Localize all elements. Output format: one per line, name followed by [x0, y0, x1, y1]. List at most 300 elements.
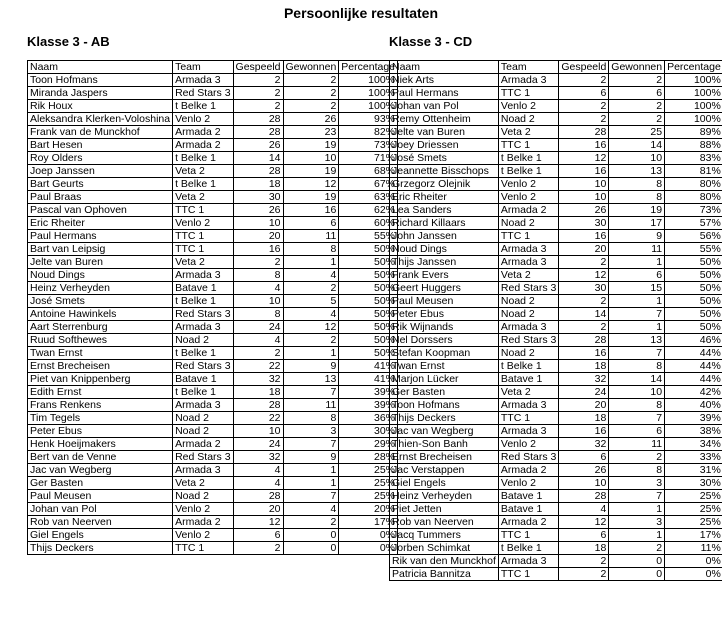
cell-gespeeld: 8	[233, 269, 283, 282]
cell-percentage: 83%	[665, 152, 722, 165]
cell-percentage: 55%	[339, 230, 398, 243]
cell-gewonnen: 1	[609, 321, 665, 334]
table-row	[28, 542, 398, 555]
cell-name: Heinz Verheyden	[390, 490, 499, 503]
column-header-name: Naam	[390, 61, 499, 74]
cell-name: Noud Dings	[390, 243, 499, 256]
cell-name: Noud Dings	[28, 269, 173, 282]
cell-gewonnen: 19	[283, 165, 339, 178]
cell-percentage: 50%	[665, 321, 722, 334]
cell-gespeeld: 20	[233, 503, 283, 516]
cell-percentage: 71%	[339, 152, 398, 165]
cell-gewonnen: 26	[283, 113, 339, 126]
cell-gespeeld: 26	[559, 464, 609, 477]
cell-name: Aleksandra Klerken-Voloshina	[28, 113, 173, 126]
cell-percentage: 33%	[665, 451, 722, 464]
cell-gewonnen: 2	[283, 282, 339, 295]
cell-gewonnen: 17	[609, 217, 665, 230]
cell-gespeeld: 14	[559, 308, 609, 321]
cell-name: Paul Hermans	[390, 87, 499, 100]
cell-team: Armada 3	[173, 74, 233, 87]
table-row	[28, 100, 398, 113]
cell-team: Veta 2	[173, 165, 233, 178]
cell-name: Patricia Bannitza	[390, 568, 499, 581]
cell-percentage: 82%	[339, 126, 398, 139]
cell-team: Batave 1	[173, 282, 233, 295]
cell-team: Veta 2	[173, 477, 233, 490]
cell-name: Antoine Hawinkels	[28, 308, 173, 321]
cell-gespeeld: 28	[233, 113, 283, 126]
cell-gespeeld: 10	[559, 191, 609, 204]
cell-gespeeld: 6	[233, 529, 283, 542]
table-row	[390, 451, 722, 464]
cell-gespeeld: 24	[233, 321, 283, 334]
cell-name: Giel Engels	[390, 477, 499, 490]
table-row	[390, 542, 722, 555]
cell-percentage: 100%	[339, 100, 398, 113]
cell-team: Armada 2	[173, 438, 233, 451]
cell-gespeeld: 2	[233, 347, 283, 360]
page-title: Persoonlijke resultaten	[283, 5, 439, 21]
cell-gewonnen: 1	[609, 529, 665, 542]
cell-percentage: 44%	[665, 373, 722, 386]
cell-percentage: 68%	[339, 165, 398, 178]
cell-gespeeld: 18	[559, 360, 609, 373]
cell-name: Piet van Knippenberg	[28, 373, 173, 386]
cell-name: José Smets	[28, 295, 173, 308]
cell-percentage: 39%	[339, 386, 398, 399]
cell-gewonnen: 7	[609, 490, 665, 503]
cell-percentage: 100%	[665, 113, 722, 126]
cell-gespeeld: 12	[559, 269, 609, 282]
cell-name: Ernst Brecheisen	[390, 451, 499, 464]
table-row	[390, 360, 722, 373]
cell-gewonnen: 2	[283, 334, 339, 347]
cell-percentage: 50%	[339, 308, 398, 321]
cell-gespeeld: 20	[233, 230, 283, 243]
cell-gewonnen: 8	[609, 178, 665, 191]
cell-name: Geert Huggers	[390, 282, 499, 295]
table-row	[390, 321, 722, 334]
cell-gespeeld: 2	[559, 555, 609, 568]
table-header-row	[390, 61, 722, 74]
table-row	[28, 490, 398, 503]
table-row	[390, 87, 722, 100]
cell-gespeeld: 24	[233, 438, 283, 451]
table-row	[390, 152, 722, 165]
cell-team: Armada 3	[498, 74, 558, 87]
cell-percentage: 25%	[339, 477, 398, 490]
table-row	[390, 217, 722, 230]
table-row	[28, 139, 398, 152]
cell-team: Red Stars 3	[173, 308, 233, 321]
cell-gewonnen: 2	[283, 87, 339, 100]
cell-gespeeld: 28	[559, 334, 609, 347]
cell-name: Heinz Verheyden	[28, 282, 173, 295]
cell-team: Batave 1	[173, 373, 233, 386]
table-row	[390, 269, 722, 282]
cell-percentage: 89%	[665, 126, 722, 139]
cell-gespeeld: 28	[233, 399, 283, 412]
table-row	[28, 113, 398, 126]
cell-gewonnen: 10	[609, 386, 665, 399]
cell-name: Nel Dorssers	[390, 334, 499, 347]
table-row	[390, 334, 722, 347]
cell-gewonnen: 8	[609, 464, 665, 477]
cell-gewonnen: 15	[609, 282, 665, 295]
table-row	[390, 373, 722, 386]
cell-gewonnen: 6	[283, 217, 339, 230]
cell-name: Ernst Brecheisen	[28, 360, 173, 373]
cell-gespeeld: 2	[233, 87, 283, 100]
table-row	[390, 191, 722, 204]
cell-gespeeld: 6	[559, 529, 609, 542]
cell-percentage: 29%	[339, 438, 398, 451]
cell-name: Rob van Neerven	[390, 516, 499, 529]
table-row	[390, 139, 722, 152]
cell-percentage: 30%	[665, 477, 722, 490]
cell-gespeeld: 16	[559, 230, 609, 243]
results-table-klasse-3-ab	[27, 60, 398, 555]
cell-gewonnen: 6	[609, 425, 665, 438]
cell-gewonnen: 8	[609, 191, 665, 204]
cell-gewonnen: 2	[609, 113, 665, 126]
cell-gewonnen: 6	[609, 87, 665, 100]
cell-name: Rik van den Munckhof	[390, 555, 499, 568]
cell-name: Bert van de Venne	[28, 451, 173, 464]
table-row	[390, 282, 722, 295]
section-title-klasse-3-ab: Klasse 3 - AB	[27, 34, 110, 49]
table-row	[28, 464, 398, 477]
cell-gewonnen: 7	[609, 308, 665, 321]
cell-percentage: 17%	[665, 529, 722, 542]
cell-team: Armada 2	[173, 126, 233, 139]
cell-gewonnen: 10	[283, 152, 339, 165]
cell-team: Armada 3	[498, 256, 558, 269]
cell-gespeeld: 20	[559, 399, 609, 412]
cell-team: TTC 1	[498, 568, 558, 581]
cell-percentage: 100%	[665, 87, 722, 100]
cell-name: Jac van Wegberg	[390, 425, 499, 438]
cell-gespeeld: 2	[233, 100, 283, 113]
cell-gewonnen: 8	[283, 412, 339, 425]
table-row	[28, 191, 398, 204]
cell-gewonnen: 1	[609, 295, 665, 308]
cell-gespeeld: 10	[233, 425, 283, 438]
cell-percentage: 36%	[339, 412, 398, 425]
column-header-percentage: Percentage	[665, 61, 722, 74]
cell-gewonnen: 0	[609, 568, 665, 581]
cell-team: Veta 2	[173, 256, 233, 269]
cell-gewonnen: 23	[283, 126, 339, 139]
table-row	[28, 295, 398, 308]
table-row	[390, 165, 722, 178]
cell-team: Noad 2	[173, 425, 233, 438]
cell-percentage: 81%	[665, 165, 722, 178]
table-row	[390, 256, 722, 269]
column-header-gewonnen: Gewonnen	[609, 61, 665, 74]
cell-name: Jorben Schimkat	[390, 542, 499, 555]
cell-gewonnen: 12	[283, 178, 339, 191]
cell-percentage: 50%	[339, 334, 398, 347]
cell-gewonnen: 0	[609, 555, 665, 568]
cell-name: Roy Olders	[28, 152, 173, 165]
table-row	[390, 204, 722, 217]
cell-gespeeld: 28	[233, 490, 283, 503]
table-row	[390, 113, 722, 126]
cell-gespeeld: 4	[233, 464, 283, 477]
cell-name: Thien-Son Banh	[390, 438, 499, 451]
cell-gewonnen: 3	[609, 477, 665, 490]
cell-name: Jeannette Bisschops	[390, 165, 499, 178]
table-row	[390, 230, 722, 243]
cell-gewonnen: 7	[283, 438, 339, 451]
cell-percentage: 42%	[665, 386, 722, 399]
column-header-gespeeld: Gespeeld	[559, 61, 609, 74]
cell-team: Armada 2	[173, 516, 233, 529]
cell-gewonnen: 14	[609, 373, 665, 386]
cell-gewonnen: 8	[609, 399, 665, 412]
cell-team: Armada 3	[173, 464, 233, 477]
table-row	[28, 412, 398, 425]
cell-name: Toon Hofmans	[28, 74, 173, 87]
cell-gespeeld: 26	[233, 204, 283, 217]
cell-gewonnen: 11	[609, 243, 665, 256]
table-row	[390, 399, 722, 412]
cell-team: Armada 2	[498, 204, 558, 217]
cell-team: Red Stars 3	[173, 87, 233, 100]
table-row	[28, 386, 398, 399]
cell-percentage: 31%	[665, 464, 722, 477]
cell-team: Batave 1	[498, 490, 558, 503]
cell-name: Marjon Lücker	[390, 373, 499, 386]
cell-percentage: 55%	[665, 243, 722, 256]
cell-name: Paul Hermans	[28, 230, 173, 243]
cell-name: Jac Verstappen	[390, 464, 499, 477]
cell-team: Armada 2	[173, 139, 233, 152]
cell-percentage: 40%	[665, 399, 722, 412]
cell-name: Johan van Pol	[390, 100, 499, 113]
cell-percentage: 50%	[665, 308, 722, 321]
cell-team: Batave 1	[498, 503, 558, 516]
cell-gewonnen: 19	[283, 191, 339, 204]
cell-name: Rob van Neerven	[28, 516, 173, 529]
cell-name: Rik Wijnands	[390, 321, 499, 334]
cell-name: Henk Hoeijmakers	[28, 438, 173, 451]
table-row	[28, 165, 398, 178]
cell-percentage: 25%	[665, 503, 722, 516]
cell-team: Armada 3	[498, 555, 558, 568]
table-row	[28, 503, 398, 516]
table-row	[390, 529, 722, 542]
cell-name: Jelte van Buren	[390, 126, 499, 139]
cell-name: Ger Basten	[390, 386, 499, 399]
table-row	[28, 230, 398, 243]
cell-gespeeld: 32	[233, 373, 283, 386]
cell-name: Ruud Softhewes	[28, 334, 173, 347]
cell-gewonnen: 8	[283, 243, 339, 256]
cell-team: Armada 2	[498, 516, 558, 529]
table-row	[28, 204, 398, 217]
cell-percentage: 50%	[339, 347, 398, 360]
table-header-row	[28, 61, 398, 74]
cell-name: José Smets	[390, 152, 499, 165]
table-row	[28, 321, 398, 334]
table-row	[28, 360, 398, 373]
cell-gespeeld: 28	[559, 126, 609, 139]
cell-gespeeld: 28	[559, 490, 609, 503]
cell-gewonnen: 11	[283, 399, 339, 412]
cell-gespeeld: 32	[233, 451, 283, 464]
table-row	[28, 451, 398, 464]
cell-team: t Belke 1	[173, 295, 233, 308]
cell-gewonnen: 13	[609, 334, 665, 347]
cell-name: Aart Sterrenburg	[28, 321, 173, 334]
cell-team: Noad 2	[498, 113, 558, 126]
cell-gewonnen: 4	[283, 269, 339, 282]
cell-team: Noad 2	[498, 347, 558, 360]
cell-percentage: 0%	[665, 555, 722, 568]
cell-percentage: 50%	[339, 282, 398, 295]
table-row	[390, 74, 722, 87]
cell-team: Venlo 2	[173, 217, 233, 230]
cell-gespeeld: 10	[233, 295, 283, 308]
cell-percentage: 73%	[665, 204, 722, 217]
table-row	[28, 282, 398, 295]
cell-gewonnen: 14	[609, 139, 665, 152]
cell-name: Miranda Jaspers	[28, 87, 173, 100]
cell-percentage: 63%	[339, 191, 398, 204]
cell-gespeeld: 32	[559, 438, 609, 451]
cell-percentage: 39%	[339, 399, 398, 412]
cell-name: Jacq Tummers	[390, 529, 499, 542]
table-row	[390, 438, 722, 451]
cell-gespeeld: 2	[233, 256, 283, 269]
cell-team: Venlo 2	[498, 438, 558, 451]
table-row	[390, 464, 722, 477]
cell-percentage: 34%	[665, 438, 722, 451]
cell-percentage: 50%	[339, 243, 398, 256]
cell-name: Eric Rheiter	[390, 191, 499, 204]
cell-team: Red Stars 3	[498, 282, 558, 295]
cell-percentage: 93%	[339, 113, 398, 126]
cell-name: Richard Killaars	[390, 217, 499, 230]
cell-percentage: 80%	[665, 178, 722, 191]
table-row	[390, 568, 722, 581]
table-row	[390, 516, 722, 529]
cell-gespeeld: 2	[559, 74, 609, 87]
cell-name: Thijs Deckers	[28, 542, 173, 555]
column-header-name: Naam	[28, 61, 173, 74]
cell-team: TTC 1	[173, 542, 233, 555]
cell-percentage: 0%	[339, 529, 398, 542]
cell-team: Noad 2	[173, 334, 233, 347]
cell-gewonnen: 7	[609, 412, 665, 425]
cell-gespeeld: 18	[559, 542, 609, 555]
cell-name: Toon Hofmans	[390, 399, 499, 412]
cell-percentage: 11%	[665, 542, 722, 555]
cell-percentage: 100%	[339, 74, 398, 87]
cell-name: Tim Tegels	[28, 412, 173, 425]
cell-gewonnen: 4	[283, 503, 339, 516]
cell-percentage: 100%	[665, 100, 722, 113]
cell-gewonnen: 11	[609, 438, 665, 451]
cell-gespeeld: 10	[233, 217, 283, 230]
cell-name: Jelte van Buren	[28, 256, 173, 269]
cell-team: Veta 2	[498, 386, 558, 399]
cell-team: Noad 2	[498, 295, 558, 308]
cell-gespeeld: 12	[233, 516, 283, 529]
cell-gewonnen: 2	[609, 100, 665, 113]
cell-percentage: 50%	[665, 282, 722, 295]
cell-gewonnen: 11	[283, 230, 339, 243]
table-row	[390, 126, 722, 139]
cell-name: Edith Ernst	[28, 386, 173, 399]
cell-gespeeld: 16	[559, 347, 609, 360]
cell-percentage: 67%	[339, 178, 398, 191]
cell-team: Armada 3	[498, 399, 558, 412]
cell-team: Venlo 2	[173, 503, 233, 516]
cell-gespeeld: 22	[233, 412, 283, 425]
cell-team: Batave 1	[498, 373, 558, 386]
table-row	[390, 100, 722, 113]
cell-team: Armada 3	[498, 425, 558, 438]
column-header-percentage: Percentage	[339, 61, 398, 74]
table-row	[390, 243, 722, 256]
cell-percentage: 60%	[339, 217, 398, 230]
cell-gespeeld: 12	[559, 152, 609, 165]
cell-team: t Belke 1	[498, 360, 558, 373]
cell-team: Venlo 2	[498, 178, 558, 191]
cell-name: Bart Geurts	[28, 178, 173, 191]
cell-team: Red Stars 3	[173, 360, 233, 373]
cell-team: TTC 1	[173, 230, 233, 243]
table-row	[28, 217, 398, 230]
cell-percentage: 0%	[339, 542, 398, 555]
cell-percentage: 88%	[665, 139, 722, 152]
column-header-team: Team	[173, 61, 233, 74]
cell-gespeeld: 4	[559, 503, 609, 516]
cell-gespeeld: 4	[233, 477, 283, 490]
cell-name: Pascal van Ophoven	[28, 204, 173, 217]
cell-gewonnen: 10	[609, 152, 665, 165]
cell-name: Johan van Pol	[28, 503, 173, 516]
table-row	[28, 87, 398, 100]
table-row	[28, 126, 398, 139]
column-header-gespeeld: Gespeeld	[233, 61, 283, 74]
cell-name: Frans Renkens	[28, 399, 173, 412]
results-table-klasse-3-cd	[389, 60, 722, 581]
section-title-klasse-3-cd: Klasse 3 - CD	[389, 34, 473, 49]
cell-percentage: 57%	[665, 217, 722, 230]
cell-percentage: 46%	[665, 334, 722, 347]
cell-team: TTC 1	[498, 139, 558, 152]
cell-gewonnen: 3	[609, 516, 665, 529]
cell-team: Venlo 2	[498, 191, 558, 204]
cell-gespeeld: 2	[233, 542, 283, 555]
cell-percentage: 20%	[339, 503, 398, 516]
cell-gewonnen: 0	[283, 529, 339, 542]
cell-gewonnen: 7	[283, 386, 339, 399]
cell-percentage: 73%	[339, 139, 398, 152]
cell-team: Veta 2	[498, 269, 558, 282]
cell-name: Stefan Koopman	[390, 347, 499, 360]
cell-gewonnen: 12	[283, 321, 339, 334]
cell-team: TTC 1	[498, 412, 558, 425]
table-row	[390, 347, 722, 360]
cell-team: t Belke 1	[173, 100, 233, 113]
table-row	[28, 178, 398, 191]
